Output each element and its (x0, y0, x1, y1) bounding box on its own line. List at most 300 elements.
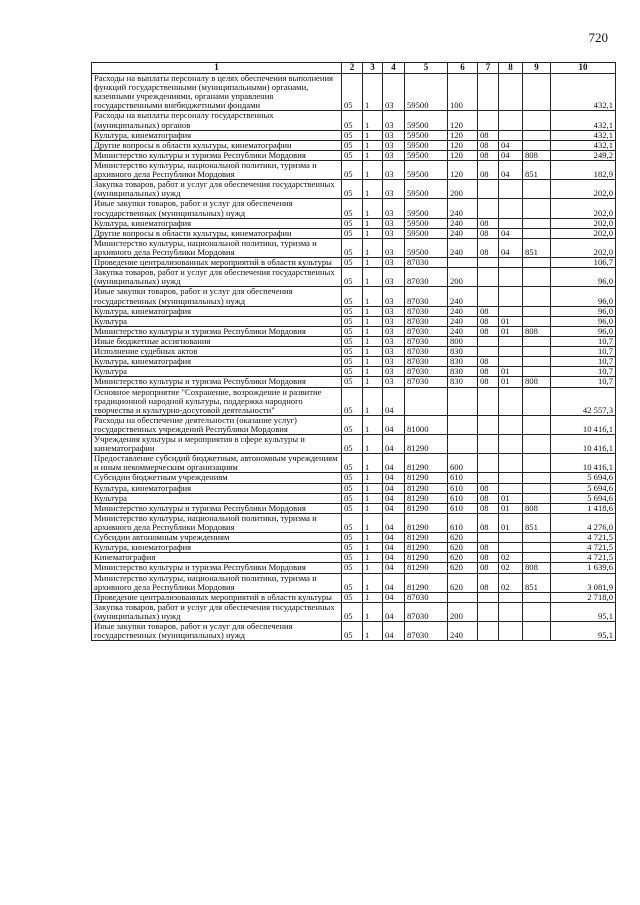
expense-type-cell: 240 (448, 306, 478, 316)
subsection-code-cell: 1 (363, 533, 383, 543)
subchapter-code-cell (499, 111, 523, 130)
expense-type-cell (448, 387, 478, 415)
row-name-cell: Министерство культуры, национальной политики, туризма и архивного дела Республики Мордовия (92, 573, 342, 592)
chapter-code-cell: 08 (478, 306, 499, 316)
amount-cell: 5 694,6 (551, 493, 616, 503)
item-code-cell: 04 (383, 387, 405, 415)
row-name-cell: Министерство культуры и туризма Республики Мордовия (92, 377, 342, 387)
amount-cell: 106,7 (551, 258, 616, 268)
item-code-cell: 04 (383, 573, 405, 592)
expense-type-cell: 240 (448, 622, 478, 641)
chapter-code-cell: 08 (478, 357, 499, 367)
chapter-code-cell (478, 454, 499, 473)
row-name-cell: Иные закупки товаров, работ и услуг для обеспечения государственных (муниципальных) нужд (92, 622, 342, 641)
table-row (92, 622, 616, 641)
table-row (92, 533, 616, 543)
section-code-cell: 05 (342, 140, 363, 150)
chapter-code-cell (478, 387, 499, 415)
row-name-cell: Расходы на обеспечение деятельности (оказание услуг) государственных учреждений Республики Мордовия (92, 415, 342, 434)
ministry-code-cell: 851 (523, 573, 551, 592)
table-row (92, 111, 616, 130)
section-code-cell: 05 (342, 74, 363, 111)
item-code-cell: 03 (383, 140, 405, 150)
target-code-cell: 81000 (405, 415, 448, 434)
chapter-code-cell (478, 473, 499, 483)
section-code-cell: 05 (342, 218, 363, 228)
item-code-cell: 03 (383, 160, 405, 179)
subchapter-code-cell (499, 543, 523, 553)
row-name-cell: Культура (92, 493, 342, 503)
item-code-cell: 04 (383, 543, 405, 553)
subsection-code-cell: 1 (363, 336, 383, 346)
subchapter-code-cell (499, 199, 523, 218)
subchapter-code-cell (499, 435, 523, 454)
section-code-cell: 05 (342, 347, 363, 357)
item-code-cell: 03 (383, 180, 405, 199)
item-code-cell: 03 (383, 150, 405, 160)
section-code-cell: 05 (342, 377, 363, 387)
target-code-cell: 81290 (405, 573, 448, 592)
column-header: 1 (92, 63, 342, 74)
target-code-cell: 81290 (405, 435, 448, 454)
expense-type-cell: 620 (448, 543, 478, 553)
table-row (92, 150, 616, 160)
ministry-code-cell (523, 592, 551, 602)
section-code-cell: 05 (342, 493, 363, 503)
chapter-code-cell (478, 415, 499, 434)
subchapter-code-cell (499, 592, 523, 602)
expense-type-cell: 240 (448, 326, 478, 336)
subchapter-code-cell: 04 (499, 150, 523, 160)
subsection-code-cell: 1 (363, 367, 383, 377)
ministry-code-cell: 808 (523, 503, 551, 513)
expense-type-cell: 120 (448, 160, 478, 179)
chapter-code-cell: 08 (478, 140, 499, 150)
ministry-code-cell (523, 268, 551, 287)
chapter-code-cell: 08 (478, 483, 499, 493)
subchapter-code-cell (499, 347, 523, 357)
target-code-cell: 87030 (405, 336, 448, 346)
target-code-cell: 87030 (405, 367, 448, 377)
table-row (92, 199, 616, 218)
item-code-cell: 03 (383, 306, 405, 316)
table-row (92, 377, 616, 387)
subchapter-code-cell (499, 130, 523, 140)
amount-cell: 202,0 (551, 228, 616, 238)
column-header: 6 (448, 63, 478, 74)
expense-type-cell: 830 (448, 367, 478, 377)
item-code-cell: 03 (383, 357, 405, 367)
target-code-cell: 87030 (405, 592, 448, 602)
item-code-cell: 03 (383, 228, 405, 238)
row-name-cell: Культура, кинематография (92, 543, 342, 553)
section-code-cell: 05 (342, 357, 363, 367)
chapter-code-cell (478, 74, 499, 111)
expense-type-cell: 620 (448, 533, 478, 543)
item-code-cell: 03 (383, 287, 405, 306)
table-row (92, 160, 616, 179)
expense-type-cell: 830 (448, 357, 478, 367)
table-row (92, 573, 616, 592)
subsection-code-cell: 1 (363, 228, 383, 238)
section-code-cell: 05 (342, 602, 363, 621)
subchapter-code-cell (499, 218, 523, 228)
ministry-code-cell (523, 367, 551, 377)
row-name-cell: Другие вопросы в области культуры, кинематографии (92, 140, 342, 150)
amount-cell: 5 694,6 (551, 483, 616, 493)
expense-type-cell: 610 (448, 493, 478, 503)
table-row (92, 435, 616, 454)
amount-cell: 432,1 (551, 74, 616, 111)
amount-cell: 202,0 (551, 180, 616, 199)
item-code-cell: 03 (383, 268, 405, 287)
row-name-cell: Проведение централизованных мероприятий в области культуры (92, 258, 342, 268)
chapter-code-cell (478, 533, 499, 543)
item-code-cell: 04 (383, 592, 405, 602)
ministry-code-cell (523, 140, 551, 150)
target-code-cell: 59500 (405, 228, 448, 238)
item-code-cell: 04 (383, 513, 405, 532)
subchapter-code-cell: 01 (499, 493, 523, 503)
amount-cell: 432,1 (551, 130, 616, 140)
subsection-code-cell: 1 (363, 316, 383, 326)
ministry-code-cell (523, 336, 551, 346)
item-code-cell: 03 (383, 326, 405, 336)
amount-cell: 202,0 (551, 218, 616, 228)
amount-cell: 10,7 (551, 367, 616, 377)
section-code-cell: 05 (342, 336, 363, 346)
row-name-cell: Министерство культуры и туризма Республики Мордовия (92, 326, 342, 336)
table-row (92, 130, 616, 140)
expense-type-cell (448, 592, 478, 602)
ministry-code-cell (523, 543, 551, 553)
row-name-cell: Министерство культуры и туризма Республики Мордовия (92, 563, 342, 573)
target-code-cell: 59500 (405, 111, 448, 130)
item-code-cell: 04 (383, 435, 405, 454)
chapter-code-cell (478, 268, 499, 287)
subchapter-code-cell (499, 533, 523, 543)
target-code-cell: 87030 (405, 347, 448, 357)
ministry-code-cell (523, 180, 551, 199)
amount-cell: 432,1 (551, 111, 616, 130)
table-row (92, 347, 616, 357)
section-code-cell: 05 (342, 306, 363, 316)
subchapter-code-cell: 01 (499, 367, 523, 377)
table-row (92, 367, 616, 377)
amount-cell: 4 721,5 (551, 533, 616, 543)
row-name-cell: Министерство культуры и туризма Республики Мордовия (92, 503, 342, 513)
expense-type-cell: 620 (448, 563, 478, 573)
ministry-code-cell (523, 287, 551, 306)
amount-cell: 10 416,1 (551, 415, 616, 434)
target-code-cell: 87030 (405, 306, 448, 316)
subchapter-code-cell (499, 287, 523, 306)
chapter-code-cell: 08 (478, 543, 499, 553)
subchapter-code-cell (499, 74, 523, 111)
item-code-cell: 03 (383, 258, 405, 268)
subchapter-code-cell: 01 (499, 326, 523, 336)
subchapter-code-cell (499, 336, 523, 346)
subsection-code-cell: 1 (363, 140, 383, 150)
table-row (92, 316, 616, 326)
row-name-cell: Расходы на выплаты персоналу государственных (муниципальных) органов (92, 111, 342, 130)
item-code-cell: 03 (383, 377, 405, 387)
subsection-code-cell: 1 (363, 543, 383, 553)
column-header: 3 (363, 63, 383, 74)
table-row (92, 493, 616, 503)
amount-cell: 96,0 (551, 268, 616, 287)
amount-cell: 1 418,6 (551, 503, 616, 513)
table-row (92, 543, 616, 553)
amount-cell: 96,0 (551, 316, 616, 326)
target-code-cell: 59500 (405, 218, 448, 228)
item-code-cell: 04 (383, 503, 405, 513)
amount-cell: 95,1 (551, 602, 616, 621)
table-row (92, 306, 616, 316)
target-code-cell: 81290 (405, 553, 448, 563)
ministry-code-cell (523, 306, 551, 316)
column-header: 4 (383, 63, 405, 74)
target-code-cell: 81290 (405, 493, 448, 503)
subchapter-code-cell (499, 473, 523, 483)
target-code-cell: 81290 (405, 454, 448, 473)
target-code-cell: 59500 (405, 150, 448, 160)
target-code-cell: 81290 (405, 533, 448, 543)
table-row (92, 180, 616, 199)
section-code-cell: 05 (342, 228, 363, 238)
amount-cell: 95,1 (551, 622, 616, 641)
row-name-cell: Культура, кинематография (92, 357, 342, 367)
ministry-code-cell (523, 435, 551, 454)
section-code-cell: 05 (342, 563, 363, 573)
section-code-cell: 05 (342, 513, 363, 532)
subchapter-code-cell (499, 357, 523, 367)
subchapter-code-cell (499, 258, 523, 268)
subsection-code-cell: 1 (363, 483, 383, 493)
expense-type-cell: 200 (448, 602, 478, 621)
amount-cell: 96,0 (551, 287, 616, 306)
row-name-cell: Культура, кинематография (92, 306, 342, 316)
chapter-code-cell: 08 (478, 150, 499, 160)
chapter-code-cell: 08 (478, 228, 499, 238)
row-name-cell: Субсидии бюджетным учреждениям (92, 473, 342, 483)
item-code-cell: 04 (383, 454, 405, 473)
ministry-code-cell (523, 218, 551, 228)
chapter-code-cell: 08 (478, 218, 499, 228)
chapter-code-cell (478, 180, 499, 199)
expense-type-cell: 120 (448, 130, 478, 140)
ministry-code-cell (523, 111, 551, 130)
table-row (92, 415, 616, 434)
subsection-code-cell: 1 (363, 238, 383, 257)
subchapter-code-cell: 04 (499, 160, 523, 179)
expense-type-cell: 120 (448, 140, 478, 150)
table-row (92, 326, 616, 336)
subsection-code-cell: 1 (363, 473, 383, 483)
table-row (92, 228, 616, 238)
amount-cell: 202,0 (551, 238, 616, 257)
row-name-cell: Субсидии автономным учреждениям (92, 533, 342, 543)
subsection-code-cell: 1 (363, 180, 383, 199)
amount-cell: 4 721,5 (551, 543, 616, 553)
subsection-code-cell: 1 (363, 268, 383, 287)
ministry-code-cell: 851 (523, 513, 551, 532)
chapter-code-cell: 08 (478, 130, 499, 140)
subsection-code-cell: 1 (363, 347, 383, 357)
section-code-cell: 05 (342, 367, 363, 377)
row-name-cell: Культура, кинематография (92, 218, 342, 228)
expense-type-cell: 600 (448, 454, 478, 473)
item-code-cell: 04 (383, 602, 405, 621)
subsection-code-cell: 1 (363, 387, 383, 415)
subchapter-code-cell (499, 306, 523, 316)
table-row (92, 387, 616, 415)
expense-type-cell: 240 (448, 287, 478, 306)
amount-cell: 249,2 (551, 150, 616, 160)
table-row (92, 473, 616, 483)
subsection-code-cell: 1 (363, 573, 383, 592)
target-code-cell: 81290 (405, 473, 448, 483)
ministry-code-cell: 808 (523, 150, 551, 160)
chapter-code-cell: 08 (478, 573, 499, 592)
item-code-cell: 03 (383, 347, 405, 357)
chapter-code-cell: 08 (478, 563, 499, 573)
item-code-cell: 03 (383, 238, 405, 257)
target-code-cell: 87030 (405, 287, 448, 306)
target-code-cell: 87030 (405, 316, 448, 326)
chapter-code-cell (478, 347, 499, 357)
subchapter-code-cell (499, 602, 523, 621)
ministry-code-cell (523, 473, 551, 483)
expense-type-cell: 610 (448, 473, 478, 483)
expense-type-cell: 610 (448, 503, 478, 513)
column-header: 7 (478, 63, 499, 74)
ministry-code-cell (523, 387, 551, 415)
section-code-cell: 05 (342, 316, 363, 326)
amount-cell: 4 276,0 (551, 513, 616, 532)
target-code-cell: 81290 (405, 503, 448, 513)
subchapter-code-cell: 01 (499, 503, 523, 513)
amount-cell: 3 081,9 (551, 573, 616, 592)
table-row (92, 238, 616, 257)
ministry-code-cell (523, 483, 551, 493)
ministry-code-cell (523, 74, 551, 111)
expense-type-cell: 120 (448, 150, 478, 160)
amount-cell: 10 416,1 (551, 435, 616, 454)
ministry-code-cell (523, 258, 551, 268)
row-name-cell: Культура (92, 316, 342, 326)
section-code-cell: 05 (342, 543, 363, 553)
item-code-cell: 03 (383, 218, 405, 228)
amount-cell: 2 718,0 (551, 592, 616, 602)
section-code-cell: 05 (342, 180, 363, 199)
amount-cell: 182,9 (551, 160, 616, 179)
section-code-cell: 05 (342, 238, 363, 257)
table-row (92, 218, 616, 228)
section-code-cell: 05 (342, 130, 363, 140)
item-code-cell: 03 (383, 199, 405, 218)
section-code-cell: 05 (342, 150, 363, 160)
row-name-cell: Министерство культуры, национальной политики, туризма и архивного дела Республики Мордовия (92, 513, 342, 532)
section-code-cell: 05 (342, 573, 363, 592)
amount-cell: 432,1 (551, 140, 616, 150)
ministry-code-cell (523, 602, 551, 621)
item-code-cell: 04 (383, 415, 405, 434)
table-row (92, 563, 616, 573)
row-name-cell: Исполнение судебных актов (92, 347, 342, 357)
subchapter-code-cell (499, 483, 523, 493)
row-name-cell: Расходы на выплаты персоналу в целях обеспечения выполнения функций государственными (муниципальными) органами, казенными учреждениями, органами управления государственными внебюджетными фондами (92, 74, 342, 111)
amount-cell: 96,0 (551, 306, 616, 316)
table-row (92, 74, 616, 111)
row-name-cell: Предоставление субсидий бюджетным, автономным учреждениям и иным некоммерческим организациям (92, 454, 342, 473)
subsection-code-cell: 1 (363, 503, 383, 513)
target-code-cell: 81290 (405, 543, 448, 553)
target-code-cell: 59500 (405, 199, 448, 218)
subchapter-code-cell: 02 (499, 563, 523, 573)
expense-type-cell: 100 (448, 74, 478, 111)
chapter-code-cell (478, 602, 499, 621)
ministry-code-cell (523, 622, 551, 641)
section-code-cell: 05 (342, 415, 363, 434)
section-code-cell: 05 (342, 622, 363, 641)
table-row (92, 140, 616, 150)
subchapter-code-cell: 01 (499, 513, 523, 532)
section-code-cell: 05 (342, 387, 363, 415)
table-header-row (92, 63, 616, 74)
amount-cell: 1 639,6 (551, 563, 616, 573)
ministry-code-cell: 808 (523, 563, 551, 573)
subchapter-code-cell (499, 415, 523, 434)
section-code-cell: 05 (342, 503, 363, 513)
chapter-code-cell (478, 336, 499, 346)
subsection-code-cell: 1 (363, 592, 383, 602)
column-header: 10 (551, 63, 616, 74)
amount-cell: 42 557,3 (551, 387, 616, 415)
chapter-code-cell: 08 (478, 553, 499, 563)
subchapter-code-cell (499, 454, 523, 473)
subsection-code-cell: 1 (363, 553, 383, 563)
amount-cell: 10,7 (551, 347, 616, 357)
amount-cell: 202,0 (551, 199, 616, 218)
ministry-code-cell: 851 (523, 238, 551, 257)
item-code-cell: 04 (383, 483, 405, 493)
item-code-cell: 04 (383, 563, 405, 573)
row-name-cell: Министерство культуры, национальной политики, туризма и архивного дела Республики Мордовия (92, 160, 342, 179)
expense-type-cell (448, 258, 478, 268)
table-row (92, 357, 616, 367)
expense-type-cell: 620 (448, 553, 478, 563)
subsection-code-cell: 1 (363, 74, 383, 111)
subsection-code-cell: 1 (363, 287, 383, 306)
target-code-cell (405, 387, 448, 415)
table-row (92, 258, 616, 268)
section-code-cell: 05 (342, 473, 363, 483)
target-code-cell: 87030 (405, 602, 448, 621)
row-name-cell: Проведение централизованных мероприятий в области культуры (92, 592, 342, 602)
target-code-cell: 59500 (405, 130, 448, 140)
subchapter-code-cell: 01 (499, 377, 523, 387)
target-code-cell: 87030 (405, 377, 448, 387)
subsection-code-cell: 1 (363, 199, 383, 218)
table-row (92, 454, 616, 473)
row-name-cell: Культура, кинематография (92, 483, 342, 493)
subsection-code-cell: 1 (363, 415, 383, 434)
chapter-code-cell (478, 622, 499, 641)
row-name-cell: Культура, кинематография (92, 130, 342, 140)
target-code-cell: 81290 (405, 483, 448, 493)
ministry-code-cell: 808 (523, 377, 551, 387)
